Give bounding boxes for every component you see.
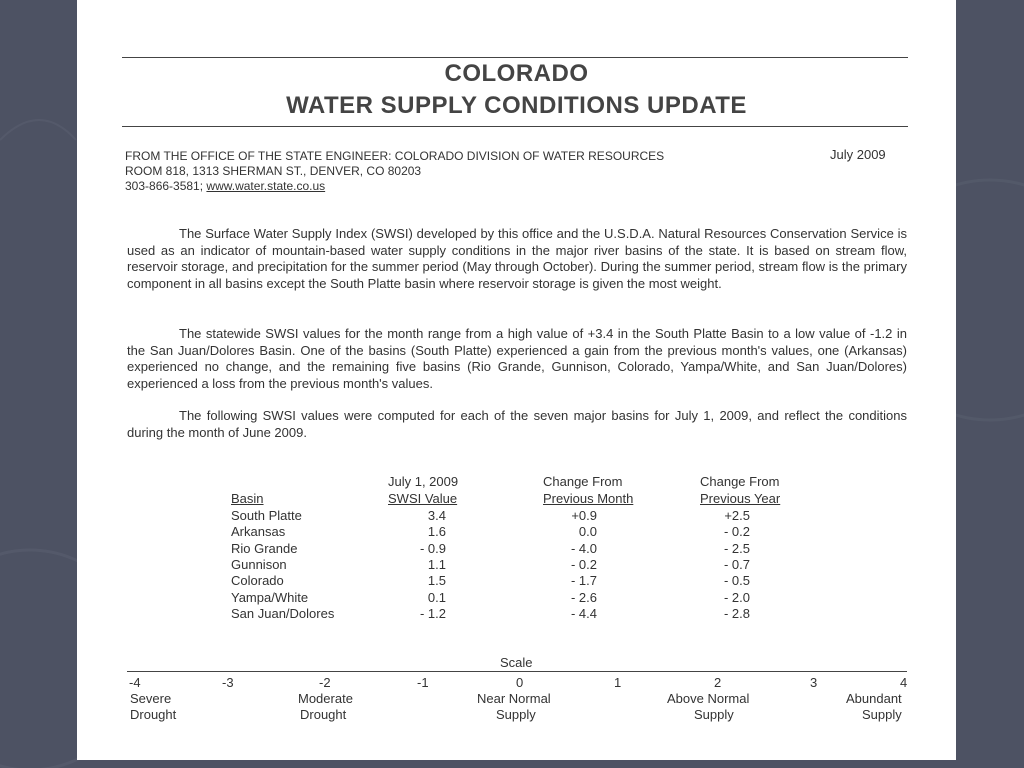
month-change: - 1.7 — [570, 573, 597, 588]
paragraph-swsi-intro: The Surface Water Supply Index (SWSI) developed by this office and the U.S.D.A. Natural Resources Conservation Service is used as an indicator of mountain-based water supply conditions in the major river basins of the state. It is based on stream flow, reservoir storage, and precipitation for the summer period (May through October). During the summer period, stream flow is the primary component in all basins except the South Platte basin where reservoir storage is given the most weight. — [127, 226, 907, 291]
scale-label-near-normal-sub: Supply — [496, 707, 536, 722]
basin-name: San Juan/Dolores — [231, 606, 335, 621]
title-line-2: WATER SUPPLY CONDITIONS UPDATE — [286, 92, 747, 119]
scale-label-abundant: Abundant — [846, 691, 902, 706]
swsi-value: - 0.9 — [419, 541, 446, 556]
year-change: - 0.5 — [723, 573, 750, 588]
document-page — [77, 0, 956, 760]
swsi-value: 1.1 — [427, 557, 446, 572]
month-change: 0.0 — [578, 524, 597, 539]
paragraph-computed-values: The following SWSI values were computed for each of the seven major basins for July 1, 2009, and reflect the conditions during the month of June 2009. — [127, 408, 907, 440]
website-link[interactable]: www.water.state.co.us — [206, 179, 326, 193]
scale-label-abundant-sub: Supply — [862, 707, 902, 722]
month-change: - 4.4 — [570, 606, 597, 621]
scale-rule — [127, 671, 907, 672]
scale-label-moderate-sub: Drought — [300, 707, 347, 722]
swsi-value: 3.4 — [427, 508, 446, 523]
year-change: - 0.2 — [723, 524, 750, 539]
swsi-value: - 1.2 — [419, 606, 446, 621]
basin-name: Arkansas — [231, 524, 286, 539]
year-change: - 2.0 — [723, 590, 750, 605]
scale-tick: -1 — [417, 675, 429, 690]
scale-tick: -2 — [319, 675, 331, 690]
from-line: FROM THE OFFICE OF THE STATE ENGINEER: COLORADO DIVISION OF WATER RESOURCES — [125, 149, 665, 163]
header-year-top: Change From — [700, 474, 780, 489]
scale-label-above-normal: Above Normal — [667, 691, 750, 706]
title-line-1: COLORADO — [444, 60, 589, 87]
swsi-table — [77, 0, 956, 760]
basin-name: Colorado — [231, 573, 284, 588]
paragraph-statewide-values: The statewide SWSI values for the month range from a high value of +3.4 in the South Platte Basin to a low value of -1.2 in the San Juan/Dolores Basin. One of the basins (South Platte) experienced a gain from the previous month's values, one (Arkansas) experienced no change, and the remaining five basins (Rio Grande, Gunnison, Colorado, Yampa/White, and San Juan/Dolores) experienced a loss from the previous month's values. — [127, 326, 907, 391]
swsi-value: 1.5 — [427, 573, 446, 588]
scale-label-moderate: Moderate — [298, 691, 353, 706]
swsi-value: 1.6 — [427, 524, 446, 539]
phone-number: 303-866-3581; — [125, 179, 204, 193]
scale-tick: 2 — [714, 675, 722, 690]
scale-tick: -3 — [222, 675, 234, 690]
scale-label-severe-sub: Drought — [130, 707, 177, 722]
basin-name: South Platte — [231, 508, 302, 523]
scale-label-near-normal: Near Normal — [477, 691, 551, 706]
scale-tick: 4 — [900, 675, 908, 690]
swsi-value: 0.1 — [427, 590, 446, 605]
month-change: +0.9 — [571, 508, 597, 523]
year-change: +2.5 — [724, 508, 750, 523]
header-swsi-date: July 1, 2009 — [388, 474, 459, 489]
scale-label-severe: Severe — [130, 691, 172, 706]
year-change: - 2.5 — [723, 541, 750, 556]
header-basin: Basin — [231, 491, 264, 506]
header-year-bottom: Previous Year — [700, 491, 781, 506]
month-change: - 2.6 — [570, 590, 597, 605]
scale-tick: -4 — [129, 675, 141, 690]
year-change: - 2.8 — [723, 606, 750, 621]
scale-tick: 3 — [810, 675, 818, 690]
scale-tick: 1 — [614, 675, 622, 690]
issue-date: July 2009 — [830, 147, 886, 162]
address-line: ROOM 818, 1313 SHERMAN ST., DENVER, CO 80203 — [125, 164, 422, 178]
header-month-bottom: Previous Month — [543, 491, 634, 506]
basin-name: Gunnison — [231, 557, 287, 572]
month-change: - 0.2 — [570, 557, 597, 572]
month-change: - 4.0 — [570, 541, 597, 556]
year-change: - 0.7 — [723, 557, 750, 572]
header-swsi-value: SWSI Value — [388, 491, 458, 506]
basin-name: Rio Grande — [231, 541, 298, 556]
scale-label-above-normal-sub: Supply — [694, 707, 734, 722]
basin-name: Yampa/White — [231, 590, 309, 605]
header-month-top: Change From — [543, 474, 623, 489]
scale-title: Scale — [500, 655, 533, 670]
scale-tick: 0 — [516, 675, 524, 690]
